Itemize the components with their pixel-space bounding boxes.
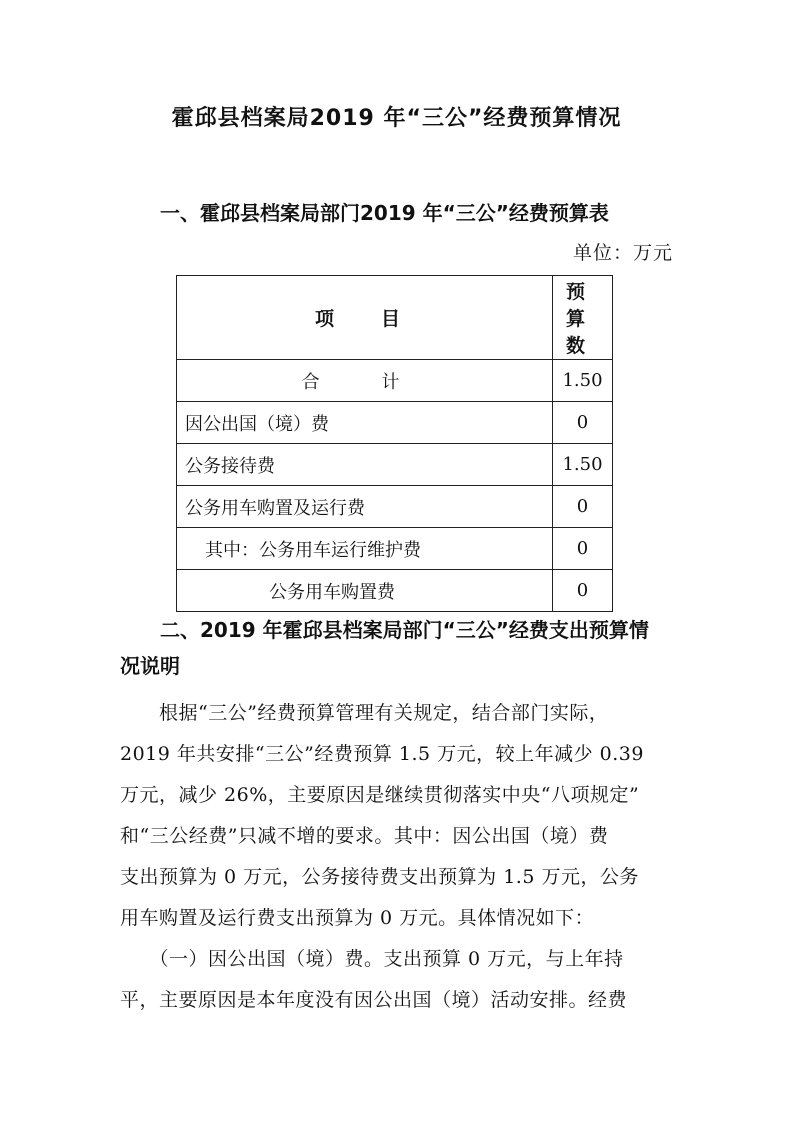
row-item: 公务用车购置费 — [177, 570, 553, 612]
paragraph-line: 和“三公经费”只减不增的要求。其中：因公出国（境）费 — [120, 825, 609, 847]
section1-heading: 一、霍邱县档案局部门2019 年“三公”经费预算表 — [160, 201, 609, 225]
table-row — [177, 528, 613, 570]
paragraph-1 — [120, 693, 676, 939]
paragraph-line: （一）因公出国（境）费。支出预算 0 万元，与上年持 — [120, 948, 624, 970]
table-row — [177, 402, 613, 444]
table-row — [177, 360, 613, 402]
row-value: 0 — [553, 402, 613, 444]
paragraph-line: 万元，减少 26%，主要原因是继续贯彻落实中央“八项规定” — [120, 784, 640, 806]
row-value: 1.50 — [553, 444, 613, 486]
table-row — [177, 444, 613, 486]
row-item: 其中：公务用车运行维护费 — [177, 528, 553, 570]
table-header-row — [177, 276, 613, 360]
document-title: 霍邱县档案局2019 年“三公”经费预算情况 — [171, 106, 622, 131]
row-value: 0 — [553, 486, 613, 528]
row-value: 0 — [553, 528, 613, 570]
row-item: 因公出国（境）费 — [177, 402, 553, 444]
table-row — [177, 570, 613, 612]
header-item: 项 目 — [177, 276, 553, 360]
row-item: 合 计 — [177, 360, 553, 402]
budget-table — [176, 275, 613, 612]
paragraph-line: 用车购置及运行费支出预算为 0 万元。具体情况如下： — [120, 907, 595, 929]
header-value: 预算数 — [553, 276, 613, 360]
paragraph-2 — [120, 939, 676, 1021]
paragraph-line: 2019 年共安排“三公”经费预算 1.5 万元，较上年减少 0.39 — [120, 743, 644, 765]
row-item: 公务接待费 — [177, 444, 553, 486]
row-value: 1.50 — [553, 360, 613, 402]
paragraph-line: 支出预算为 0 万元，公务接待费支出预算为 1.5 万元，公务 — [120, 866, 639, 888]
section2-heading-line1: 二、2019 年霍邱县档案局部门“三公”经费支出预算情 — [160, 618, 649, 642]
paragraph-line: 根据“三公”经费预算管理有关规定，结合部门实际， — [120, 702, 609, 724]
paragraph-line: 平，主要原因是本年度没有因公出国（境）活动安排。经费 — [120, 989, 628, 1011]
unit-label: 单位：万元 — [572, 242, 673, 264]
row-item: 公务用车购置及运行费 — [177, 486, 553, 528]
table-row — [177, 486, 613, 528]
section2-heading-line2: 况说明 — [120, 654, 180, 678]
row-value: 0 — [553, 570, 613, 612]
